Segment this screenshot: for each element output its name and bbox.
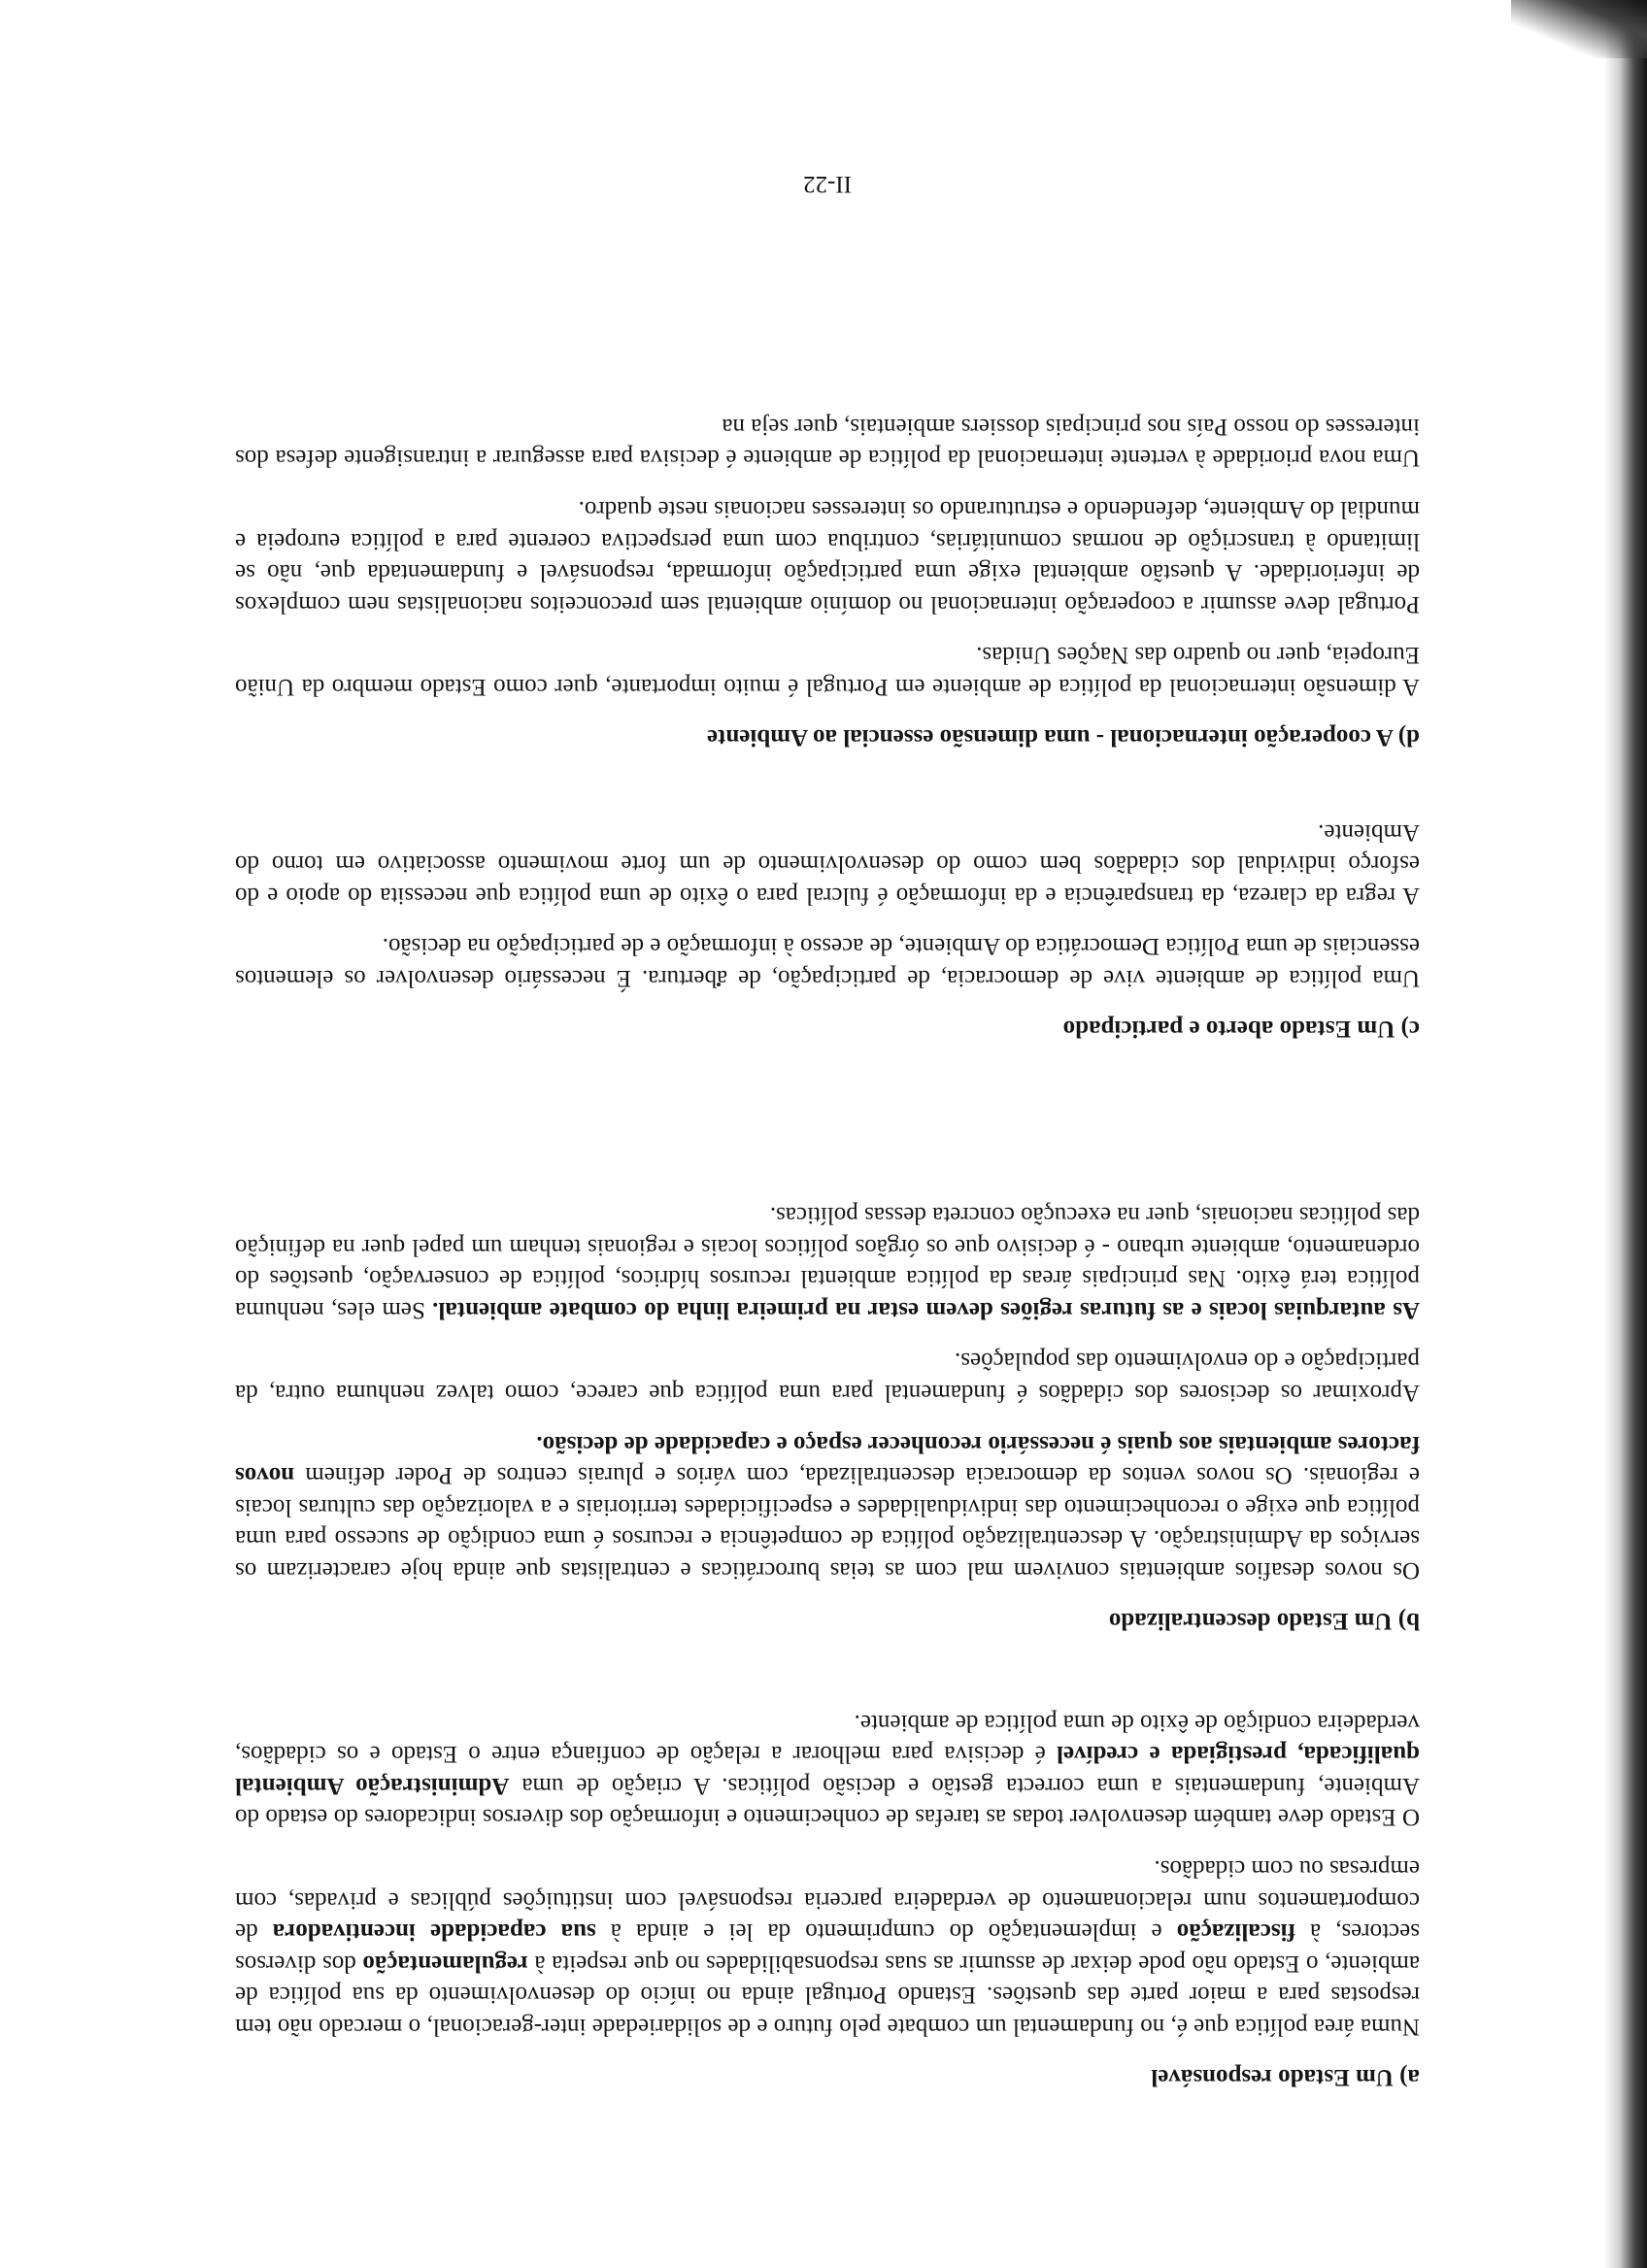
section-a-paragraph-1: Numa área política que é, no fundamental um combate pelo futuro e de solidariedade inter-geracional, o mercado não tem respostas para a maior parte das questões. Estando Portugal ainda no início do desenvolvimento da sua política de ambiente, o Estado não pode deixar de assumir as suas responsabilidades no que respeita à regulamentação dos diversos sectores, à fiscalização e implementação do cumprimento da lei e ainda à sua capacidade incentivadora de comportamentos num relacionamento de verdadeira parceria responsável com instituições públicas e privadas, com empresas ou com cidadãos. bbox=[234, 1855, 1420, 2040]
section-b-paragraph-2: Aproximar os decisores dos cidadãos é fundamental para uma política que carece, como talvez nenhuma outra, da participação e do envolvimento das populações. bbox=[235, 1348, 1420, 1407]
section-c-paragraph-1: Uma política de ambiente vive de democracia, de participação, de abertura. É necessário desenvolver os elementos essenciais de uma Política Democrática do Ambiente, de acesso à informação e de participação na decisão. bbox=[235, 933, 1420, 991]
section-d-paragraph-2: Portugal deve assumir a cooperação internacional no domínio ambiental sem preconceitos nacionalistas nem complexos de inferioridade. A questão ambiental exige uma participação informada, responsável e fundamentada que, não se limitando à transcrição de normas comunitárias, contribua com uma perspectiva coerente para a política europeia e mundial do Ambiente, defendendo e estruturando os interesses nacionais neste quadro. bbox=[235, 496, 1420, 617]
section-b bbox=[235, 1198, 1420, 1636]
section-a bbox=[235, 1706, 1420, 2092]
section-d-paragraph-3: Uma nova prioridade à vertente internacional da política de ambiente é decisiva para assegurar a intransigente defesa dos interesses do nosso País nos principais dossiers ambientais, quer seja na bbox=[235, 413, 1420, 472]
section-d bbox=[235, 410, 1420, 752]
section-d-paragraph-1: A dimensão internacional da política de ambiente em Portugal é muito importante, quer como Estado membro da União Europeia, quer no quadro das Nações Unidas. bbox=[235, 642, 1420, 700]
section-b-heading: b) Um Estado descentralizado bbox=[1108, 1608, 1420, 1634]
section-c-paragraph-2: A regra da clareza, da transparência e da informação é fulcral para o êxito de uma política que necessita do apoio e do esforço individual dos cidadãos bem como do desenvolvimento de um forte movimento associativo em torno do Ambiente. bbox=[235, 818, 1420, 909]
section-a-heading: a) Um Estado responsável bbox=[1151, 2064, 1420, 2090]
section-b-paragraph-3: As autarquias locais e as futuras regiões devem estar na primeira linha do combate ambiental. Sem eles, nenhuma política terá êxito. Nas principais áreas da política ambiental recursos hídricos, política de conservação, questões do ordenamento, ambiente urbano - é decisivo que os órgãos políticos locais e regionais tenham um papel quer na definição das políticas nacionais, quer na execução concreta dessas políticas. bbox=[234, 1202, 1420, 1323]
scan-shadow-corner bbox=[1511, 0, 1647, 58]
section-c bbox=[235, 816, 1420, 1044]
section-c-heading: c) Um Estado aberto e participado bbox=[1062, 1016, 1420, 1042]
section-b-paragraph-1: Os novos desafios ambientais convivem mal com as teias burocráticas e centralistas que ainda hoje caracterizam os serviços da Administração. A descentralização política de competência e recursos é uma condição de sucesso para uma política que exige o reconhecimento das individualidades e especificidades territoriais e a valorização das culturas locais e regionais. Os novos ventos da democracia descentralizada, com vários e plurais centros de Poder definem novos factores ambientais aos quais é necessário reconhecer espaço e capacidade de decisão. bbox=[235, 1430, 1420, 1584]
section-d-heading: d) A cooperação internacional - uma dimensão essencial ao Ambiente bbox=[707, 724, 1420, 750]
document-body bbox=[235, 92, 1420, 2092]
page-number: II-22 bbox=[803, 171, 852, 197]
scan-shadow-edge bbox=[1604, 0, 1647, 2268]
section-a-paragraph-2: O Estado deve também desenvolver todas as tarefas de conhecimento e informação dos diversos indicadores do estado do Ambiente, fundamentais a uma correcta gestão e decisão políticas. A criação de uma Administração Ambiental qualificada, prestigiada e credível é decisiva para melhorar a relação de confiança entre o Estado e os cidadãos, verdadeira condição de êxito de uma política de ambiente. bbox=[235, 1709, 1420, 1831]
